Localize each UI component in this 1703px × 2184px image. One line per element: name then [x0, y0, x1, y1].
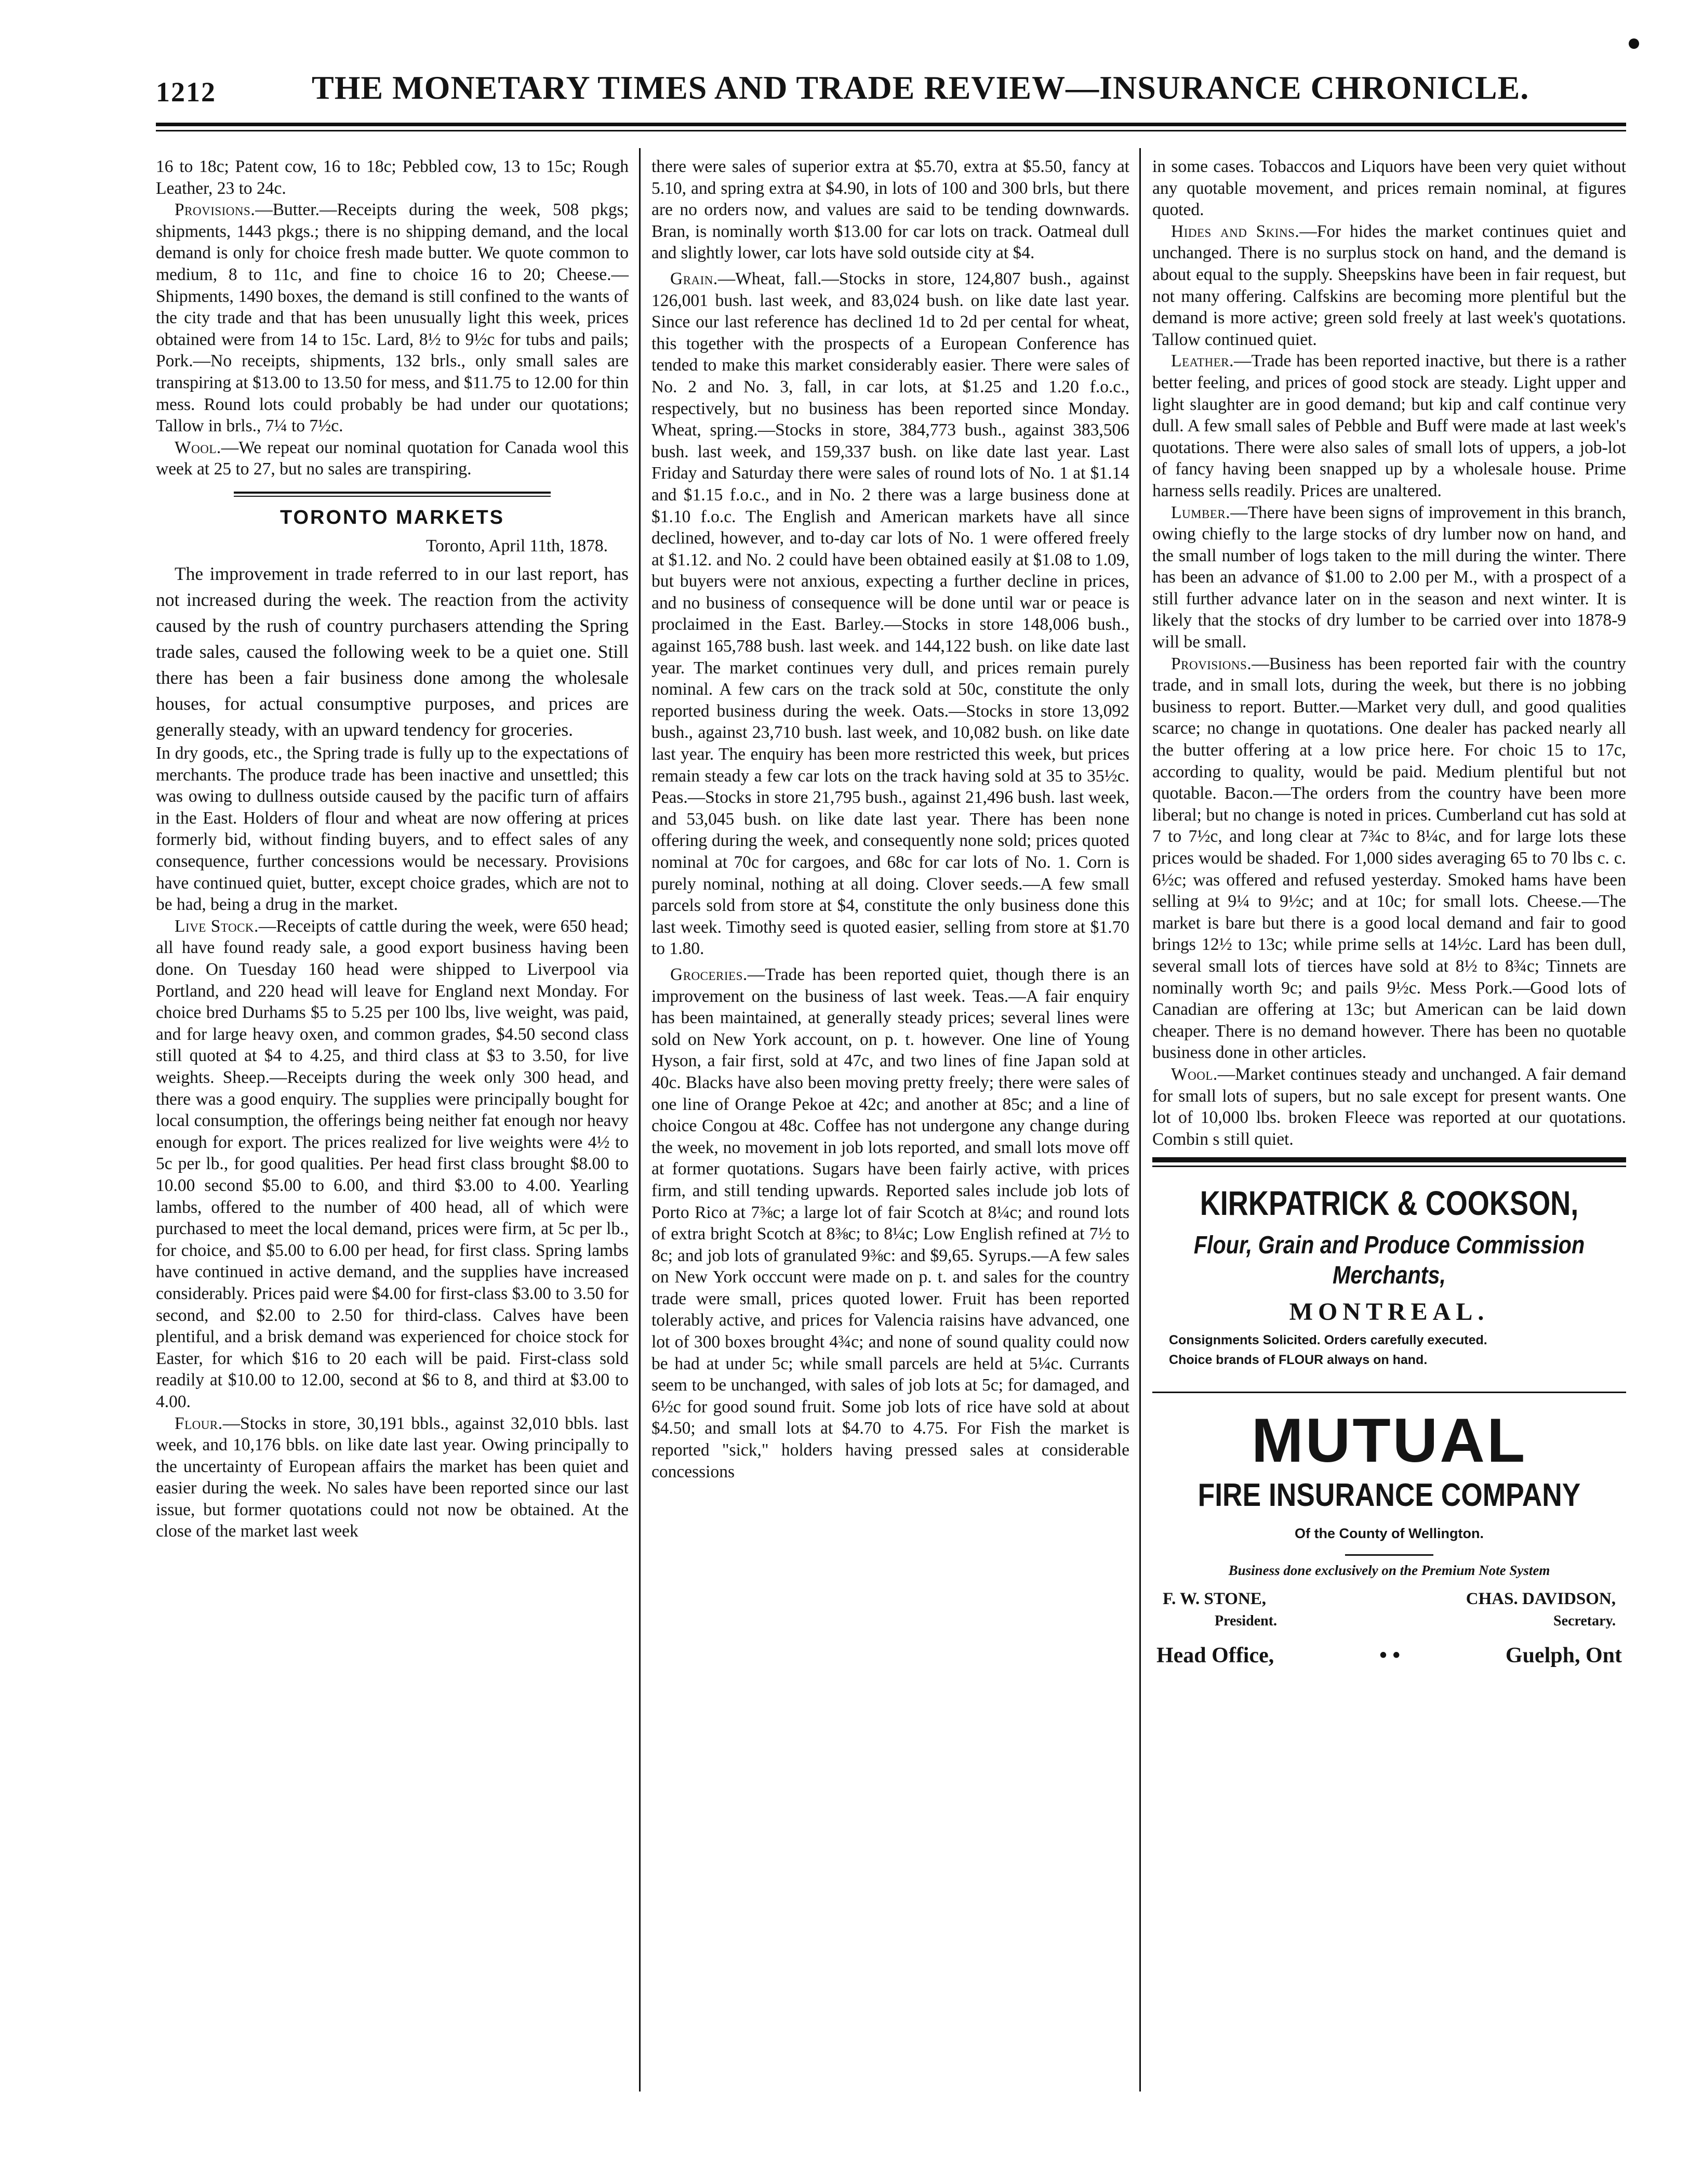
column-2: [651, 156, 1129, 1483]
section-rule-thick: [234, 492, 551, 494]
ad-rule-thin: [1152, 1166, 1626, 1167]
office-dots: • •: [1379, 1644, 1401, 1668]
mutual-short-rule: [1345, 1554, 1433, 1556]
groceries-paragraph: [651, 964, 1129, 1483]
column-1: [156, 156, 629, 1542]
hides-heading: Hides and Skins.: [1171, 221, 1300, 241]
kirkpatrick-note2: Choice brands of FLOUR always on hand.: [1169, 1352, 1428, 1367]
livestock-paragraph: [156, 916, 629, 1413]
grain-text: —Wheat, fall.—Stocks in store, 124,807 bush., against 126,001 bush. last week, and 83,024 bush. on like date last year. Since our last reference has declined 1d to 2d per cental for wheat, this together with the prospects of a European Conference has tended to make this market considerably easier. There were sales of No. 2 and No. 3, fall, in car lots, at $1.25 and 1.20 f.o.c., respectively, but no business has been reported since Monday. Wheat, spring.—Stocks in store, 384,773 bush., against 383,506 bush. last week, and 159,337 bush. on like date last year. Last Friday and Saturday there were sales of round lots of No. 1 at $1.14 and $1.15 f.o.c., and in No. 2 there was a large business done at $1.10 f.o.c. The English and American markets have all since declined, however, and to-day car lots of No. 1 were offered freely at $1.12. and No. 2 could have been obtained easily at $1.08 to 1.09, but buyers were not anxious, expecting a further decline in prices, and no business of consequence will be done until war or peace is proclaimed in the East. Barley.—Stocks in store 148,006 bush., against 165,788 bush. last week. and 144,122 bush. on like date last year. The market continues very dull, and prices remain purely nominal. A few cars on the track sold at 50c, constitute the only reported business during the week. Oats.—Stocks in store 13,092 bush., against 23,710 bush. last week, and 10,082 bush. on like date last year. The enquiry has been more restricted this week, but prices remain steady a few car lots on the track having sold at 35 to 35½c. Peas.—Stocks in store 21,795 bush., against 21,496 bush. last week, and 53,045 bush. on like date last year. There has been none offering during the week, and consequently none sold; prices quoted nominal at 70c for cargoes, and 68c for car lots of No. 1. Corn is purely nominal, nothing at all doing. Clover seeds.—A few small parcels sold from store at $4, constitute the only business done this last week. Timothy seed is quoted easier, selling from store at $1.70 to 1.80.: [651, 269, 1129, 959]
provisions-text: —Butter.—Receipts during the week, 508 pkgs; shipments, 1443 pkgs.; there is no shipping demand, and the local demand is only for choice fresh made butter. We quote common to medium, 8 to 11c, and fine to choice 16 to 20; Cheese.—Shipments, 1490 boxes, the demand is still confined to the wants of the city trade and that has been unusually light this week, prices obtained were from 14 to 15c. Lard, 8½ to 9½c for tubs and pails; Pork.—No receipts, shipments, 132 brls., only small sales are transpiring at $13.00 to 13.50 for mess, and $11.75 to 12.00 for thin mess. Round lots could probably be had under our quotations; Tallow in brls., 7¼ to 7½c.: [156, 200, 629, 436]
ad-separator: [1152, 1392, 1626, 1393]
provisions2-text: —Business has been reported fair with the country trade, and in small lots, during the week, but there is no jobbing business to report. Butter.—Market very dull, and good qualities scarce; no change in quotations. One dealer has packed nearly all the butter offering at a low price here. For choic 15 to 17c, according to quality, would be paid. Medium plentiful but not quotable. Bacon.—The orders from the country have been more liberal; but no change is noted in prices. Cumberland cut has sold at 7 to 7½c, and long clear at 7¾c to 8¼c, and for large lots these prices would be shaded. For 1,000 sides averaging 65 to 70 lbs c. c. 6½c; was offered and refused yesterday. Smoked hams have been selling at 9¼ to 9½c; and at 10c; for small lots. Cheese.—The market is bare but there is a good local demand and fair to good brings 12½ to 13c; while prime sells at 14½c. Lard has been dull, several small lots of tierces have sold at 8½ to 8¾c; Tinnets are nominally worth 9c; and pails 9½c. Mess Pork.—Good lots of Canadian are offering at 13c; but American can be laid down cheaper. There is no demand however. There has been no quotable business done in other articles.: [1152, 654, 1626, 1063]
lumber-heading: Lumber.: [1171, 502, 1231, 522]
president-name: F. W. STONE,: [1163, 1590, 1267, 1609]
lead-continuation: In dry goods, etc., the Spring trade is fully up to the expectations of merchants. The produce trade has been inactive and unsettled; this was owing to dullness outside caused by the pacific turn of affairs in the East. Holders of flour and wheat are now offering at prices formerly bid, without finding buyers, and to effect sales of any consequence, further concessions would be necessary. Provisions have continued quiet, butter, except choice grades, which are not to be had, being a drug in the market.: [156, 744, 629, 915]
column-rule-2: [1139, 148, 1141, 2092]
provisions-heading: Provisions.: [175, 200, 256, 220]
kirkpatrick-note1: Consignments Solicited. Orders carefully executed.: [1169, 1332, 1487, 1347]
groceries-heading: Groceries.: [670, 964, 748, 984]
secretary-role: Secretary.: [1553, 1612, 1616, 1629]
secretary-name: CHAS. DAVIDSON,: [1466, 1590, 1616, 1609]
grain-heading: Grain.: [670, 269, 718, 288]
leather-text: —Trade has been reported inactive, but there is a rather better feeling, and prices of good stock are steady. Light upper and light slaughter are in good demand; but kip and calf continue very dull. A few small sales of Pebble and Buff were made at last week's quotations. There were also sales of small lots of uppers, a job-lot of fancy having been snapped up by a wholesale house. Prime harness sells readily. Prices are unaltered.: [1152, 351, 1626, 500]
mutual-advertisement: [1152, 1392, 1626, 1667]
office-city: Guelph, Ont: [1505, 1644, 1622, 1668]
header-rule-thick: [156, 123, 1626, 126]
flour-heading: Flour.: [175, 1413, 223, 1433]
mutual-system: Business done exclusively on the Premium Note System: [1228, 1562, 1550, 1578]
dateline: Toronto, April 11th, 1878.: [425, 536, 608, 555]
president-role: President.: [1215, 1612, 1278, 1629]
ad-rule-thick: [1152, 1157, 1626, 1162]
kirkpatrick-advertisement: [1152, 1157, 1626, 1370]
flour-paragraph: [156, 1413, 629, 1543]
mutual-subtitle: FIRE INSURANCE COMPANY: [1198, 1477, 1581, 1513]
wool-text: —We repeat our nominal quotation for Canada wool this week at 25 to 27, but no sales are transpiring.: [156, 438, 629, 479]
mutual-title: MUTUAL: [1251, 1405, 1527, 1475]
wool2-text: —Market continues steady and unchanged. A fair demand for small lots of supers, but no sale except for present wants. One lot of 10,000 lbs. broken Fleece was reported at our quotations. Combin s still quiet.: [1152, 1064, 1626, 1149]
ink-dot: [1629, 38, 1639, 49]
mutual-county: Of the County of Wellington.: [1295, 1525, 1484, 1541]
mutual-roles: [1152, 1610, 1626, 1632]
lead-text: The improvement in trade referred to in our last report, has not increased during the week. The reaction from the activity caused by the rush of country purchasers attending the Spring trade sales, caused the following week to be a quiet one. Still there has been a fair business done among the wholesale houses, for actual consumptive purposes, and prices are generally steady, with an upward tendency for groceries.: [156, 563, 629, 740]
leather-paragraph: [1152, 350, 1626, 501]
kirkpatrick-city: MONTREAL.: [1289, 1298, 1489, 1326]
leather-tail: 16 to 18c; Patent cow, 16 to 18c; Pebbled cow, 13 to 15c; Rough Leather, 23 to 24c.: [156, 157, 629, 198]
page-header: [156, 69, 1637, 115]
provisions2-heading: Provisions.: [1171, 654, 1252, 673]
office-label: Head Office,: [1156, 1644, 1274, 1668]
page-number: 1212: [156, 76, 216, 108]
section-title: TORONTO MARKETS: [280, 506, 505, 528]
leather-heading: Leather.: [1171, 351, 1234, 371]
kirkpatrick-line1: Flour, Grain and Produce Commission: [1193, 1232, 1585, 1260]
publication-title: THE MONETARY TIMES AND TRADE REVIEW—INSURANCE CHRONICLE.: [312, 69, 1529, 106]
kirkpatrick-line2: Merchants,: [1333, 1262, 1446, 1290]
flour-continuation: there were sales of superior extra at $5.70, extra at $5.50, fancy at 5.10, and spring extra at $4.90, in lots of 100 and 300 brls, but there are no orders now, and values are said to be tending downwards. Bran, is nominally worth $13.00 for car lots on track. Oatmeal dull and slightly lower, car lots have sold outside city at $4.: [651, 157, 1129, 263]
kirkpatrick-name: KIRKPATRICK & COOKSON,: [1200, 1184, 1579, 1223]
wool2-paragraph: [1152, 1064, 1626, 1150]
column-rule-1: [639, 148, 641, 2092]
header-rule-thin: [156, 130, 1626, 131]
mutual-officers: [1152, 1589, 1626, 1610]
hides-text: —For hides the market continues quiet and unchanged. There is no surplus stock on hand, and the demand is about equal to the supply. Sheepskins have been in fair request, but not many offering. Calfskins are becoming more plentiful but the demand is more active; green sold freely at last week's quotations. Tallow continued quiet.: [1152, 221, 1626, 349]
flour-text: —Stocks in store, 30,191 bbls., against 32,010 bbls. last week, and 10,176 bbls. on like date last year. Owing principally to the uncertainty of European affairs the market has been quiet and easier during the week. No sales have been reported since our last issue, but former quotations could not now be obtained. At the close of the market last week: [156, 1413, 629, 1541]
livestock-heading: Live Stock.: [175, 916, 259, 936]
wool2-heading: Wool.: [1171, 1064, 1218, 1084]
wool-paragraph: [156, 437, 629, 480]
wool-heading: Wool.: [175, 438, 221, 457]
hides-paragraph: [1152, 221, 1626, 351]
livestock-text: —Receipts of cattle during the week, were 650 head; all have found ready sale, a good export business having been done. On Tuesday 160 head were shipped to Liverpool via Portland, and 220 head will leave for England next Monday. For choice bred Durhams $5 to 5.25 per 100 lbs, live weight, was paid, and for large heavy oxen, and common grades, $4.50 second class still quoted at $4 to 4.25, and third class at $3 to 3.50, for live weights. Sheep.—Receipts during the week only 300 head, and there was a good enquiry. The supplies were principally bought for local consumption, the offerings being neither fat enough nor heavy enough for export. The prices realized for live weights were 4½ to 5c per lb., for good qualities. Per head first class brought $8.00 to 10.00 second $5.00 to 6.00, and third $3.00 to 4.00. Yearling lambs, offered to the number of 400 head, all of which were purchased to meet the local demand, prices were firm, at 5c per lb., for choice, and $5.00 to 6.00 per head, for first class. Spring lambs have continued in active demand, and the supplies have increased considerably. Prices paid were $4.00 for first-class $3.00 to 3.50 for second, and $2.00 to 2.50 for third-class. Calves have been plentiful, and a brisk demand was experienced for choice stock for Easter, for which $16 to 20 each will be paid. First-class sold readily at $10.00 to 12.00, second at $6 to 8, and third at $3.00 to 4.00.: [156, 916, 629, 1411]
mutual-head-office: [1152, 1645, 1626, 1667]
section-rule-thin: [234, 496, 551, 497]
lumber-paragraph: [1152, 502, 1626, 653]
grain-paragraph: [651, 268, 1129, 960]
lead-paragraph: [156, 561, 629, 743]
groceries-text: —Trade has been reported quiet, though there is an improvement on the business of last week. Teas.—A fair enquiry has been maintained, at generally steady prices; several lines were sold on New York account, on p. t. however. One line of Young Hyson, a fair first, sold at 47c, and two lines of fine Japan sold at 40c. Blacks have also been moving pretty freely; there were sales of one line of Orange Pekoe at 42c; and another at 85c; and a line of choice Congou at 48c. Coffee has not undergone any change during the week, no movement in job lots reported, and small lots move off at former quotations. Sugars have been fairly active, with prices firm, and still tending upwards. Reported sales include job lots of Porto Rico at 7⅜c; a large lot of fair Scotch at 8¼c; and round lots of extra bright Scotch at 8⅜c; to 8¼c; Low English refined at 7½ to 8c; and job lots of granulated 9⅜c: and $9,65. Syrups.—A few sales on New York occcunt were made on p. t. and sales for the country trade were small, prices quoted lower. Fruit has been reported tolerably active, and prices for Valencia raisins have advanced, one lot of 300 boxes brought 4¾c; and none of sound quality could now be had at under 5c; while small parcels are held at 5¼c. Currants seem to be unchanged, with sales of job lots at 5c; for damaged, and 6½c for good sound fruit. Some job lots of rice have sold at about $4.50; and small lots at $4.70 to 4.75. For Fish the market is reported "sick," holders having pressed sales at considerable concessions: [651, 964, 1129, 1481]
column-3: [1152, 156, 1626, 1667]
lumber-text: —There have been signs of improvement in this branch, owing chiefly to the large stocks of dry lumber now on hand, and the small number of logs taken to the mill during the winter. There has been an advance of $1.00 to 2.00 per M., with a prospect of a still further advance later on in the season and next winter. It is likely that the stocks of dry lumber to be carried over into 1878-9 will be small.: [1152, 502, 1626, 652]
groceries-tail: in some cases. Tobaccos and Liquors have been very quiet without any quotable movement, and prices remain nominal, at figures quoted.: [1152, 157, 1626, 220]
provisions-paragraph: [156, 199, 629, 437]
provisions2-paragraph: [1152, 653, 1626, 1064]
